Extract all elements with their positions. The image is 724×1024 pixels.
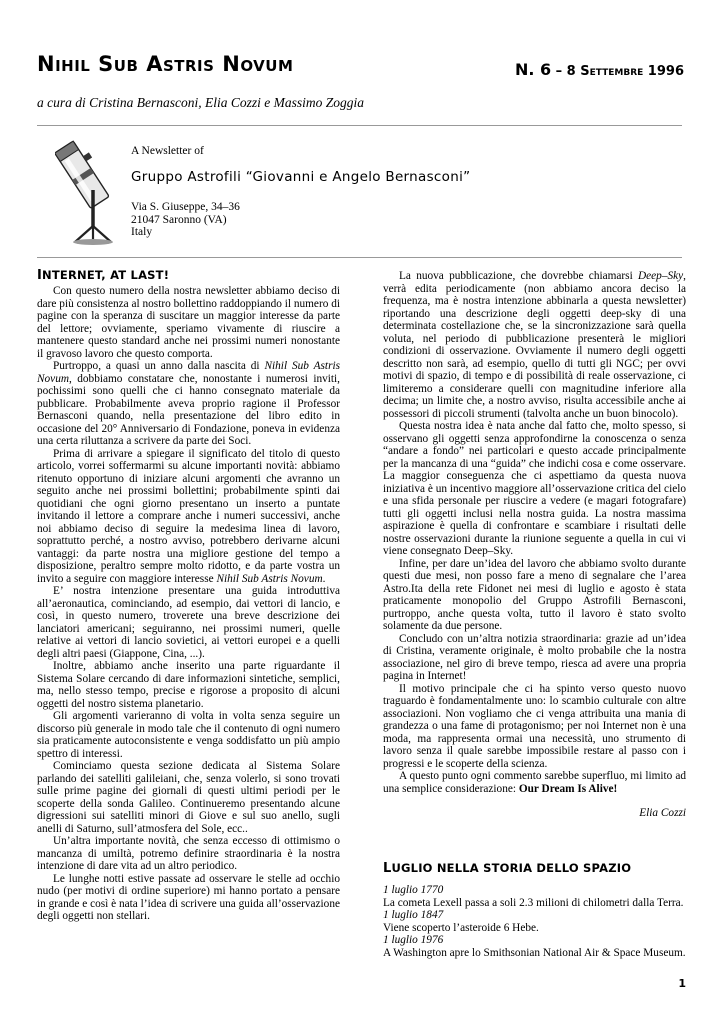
- article-title: INTERNET, AT LAST!: [37, 268, 170, 283]
- page-number: 1: [678, 977, 686, 990]
- article-author: Elia Cozzi: [639, 807, 686, 819]
- event-date: 1 luglio 1770: [383, 884, 444, 896]
- paragraph: E’ nostra intenzione presentare una guida introduttiva all’aeronautica, cominciando, ad esempio, dai vettori di lancio, e così, in questo numero, troverete una breve descrizione dei lanciatori americani; seguiranno, nei prossimi numeri, quelle relative ai vettori di lancio sovietici, ai vettori europei e a quelli degli altri paesi (Giappone, Cina, ...).: [37, 585, 340, 660]
- paragraph: Il motivo principale che ci ha spinto verso questo nuovo traguardo è fondamentalmente uno: lo scambio culturale con altre associazioni. Non vogliamo che ci venga attribuita una mania di grandezza o una fame di protagonismo; per noi Internet non è una moda, ma rappresenta ormai una necessità, uno strumento di lavoro senza il quale sarebbe impossibile restare al passo con i progressi e le scoperte della scienza.: [383, 682, 686, 770]
- header-divider: [37, 125, 682, 126]
- paragraph: Inoltre, abbiamo anche inserito una parte riguardante il Sistema Solare cercando di dare informazioni sintetiche, semplici, ma, nello stesso tempo, precise e rigorose a proposito di alcuni oggetti del nostro sistema planetario.: [37, 660, 340, 710]
- section-title-july: LUGLIO NELLA STORIA DELLO SPAZIO: [383, 861, 632, 876]
- event-date: 1 luglio 1976: [383, 934, 444, 947]
- newsletter-of-label: A Newsletter of: [131, 145, 204, 157]
- address-line: 21047 Saronno (VA): [131, 213, 227, 226]
- paragraph: Questa nostra idea è nata anche dal fatto che, molto spesso, si osservano gli oggetti senza approfondirne la conoscenza o senza “andare a fondo” nei particolari e questo accade principalmente per la mancanza di una “guida” che indichi cosa e come osservare. La maggior conseguenza che ci aspettiamo da questa nuova iniziativa è un incentivo maggiore all’osservazione critica del cielo e una sfida personale per riuscire a vedere (e magari fotografare) tutti gli oggetti inclusi nella nostra guida. La nostra massima aspirazione è quella di confrontare e scambiare i risultati delle nostre osservazioni durante la riunione seguente a quella in cui vi viene consegnato Deep–Sky.: [383, 420, 687, 557]
- event-text: A Washington apre lo Smithsonian National Air & Space Museum.: [383, 946, 686, 959]
- paragraph: La nuova pubblicazione, che dovrebbe chiamarsi Deep–Sky, verrà edita periodicamente (non abbiamo ancora deciso la frequenza, ma è nostra intenzione abbinarla a questa newsletter) riportando una descrizione degli oggetti deep-sky di una determinata costellazione che, se la sincronizzazione sarà quella voluta, nel periodo di pubblicazione presenterà le migliori condizioni di osservazione. Ovviamente il numero degli oggetti descritto non sarà, ad esempio, quello di tutti gli NGC; per ovvi motivi di spazio, di tempo e di possibilità di reale osservazione, ci limiteremo a considerare quelli con magnitudine inferiore alla decima; un limite che, a nostro avviso, risulta accessibile anche ai possessori di piccoli strumenti (talvolta anche un buon binocolo).: [383, 270, 686, 420]
- newsletter-title: Nihil Sub Astris Novum: [37, 52, 294, 76]
- paragraph: Prima di arrivare a spiegare il significato del titolo di questo articolo, vorrei soffermarmi su alcune importanti novità: abbiamo ritenuto opportuno di iniziare alcuni argomenti che avranno un seguito anche nei prossimi bollettini; probabilmente spinti dai quotidiani che ogni giorno presentano un inserto a puntate invitando il lettore a comprare anche i numeri successivi, anche noi abbiamo deciso di seguire la medesima linea di lavoro, soprattutto perché, a nostro avviso, potrebbero derivarne alcuni vantaggi: da parte nostra una migliore gestione del tempo a disposizione, peraltro sempre molto ridotto, e da parte vostra un invito a seguire con maggiore interesse Nihil Sub Astris Novum.: [37, 447, 340, 585]
- masthead-divider: [37, 257, 682, 258]
- paragraph: Un’altra importante novità, che senza eccesso di ottimismo o mancanza di umiltà, potremo definire straordinaria è la nostra intenzione di dare vita ad un altro periodico.: [37, 835, 340, 872]
- paragraph: Gli argomenti varieranno di volta in volta senza seguire un discorso più generale in modo tale che il contenuto di ogni numero sia praticamente autoconsistente e venga soddisfatto un più ampio spettro di interessi.: [37, 710, 340, 760]
- paragraph: Infine, per dare un’idea del lavoro che abbiamo svolto durante questi due mesi, non posso fare a meno di segnalare che l’area Astro.Ita della rete Fidonet nei mesi di luglio e agosto è stata praticamente monopolio del Gruppo Astrofili Bernasconi, purtroppo, anche questa volta, tutto il lavoro è stato svolto solamente da due persone.: [383, 557, 686, 632]
- article-column-left: [37, 285, 340, 923]
- group-address: [131, 201, 240, 239]
- paragraph: Purtroppo, a quasi un anno dalla nascita di Nihil Sub Astris Novum, dobbiamo constatare che, nonostante i numerosi inviti, pochissimi sono quelli che ci hanno consegnato materiale da pubblicare. Probabilmente aveva proprio ragione il Professor Bernasconi quando, nella presentazione del libro edito in occasione del 20° Anniversario di Fondazione, poneva in evidenza una certa riluttanza a scrivere da parte dei Soci.: [37, 360, 341, 447]
- event-text: Viene scoperto l’asteroide 6 Hebe.: [383, 921, 539, 934]
- group-name: Gruppo Astrofili “Giovanni e Angelo Bernasconi”: [131, 169, 471, 185]
- issue-info: [515, 60, 684, 79]
- address-line: Via S. Giuseppe, 34–36: [131, 201, 240, 213]
- space-history-list: [383, 884, 688, 960]
- address-line: Italy: [131, 226, 153, 238]
- article-column-right: [383, 270, 686, 820]
- issue-number: N. 6: [514, 60, 552, 79]
- paragraph: Concludo con un’altra notizia straordinaria: grazie ad un’idea di Cristina, veramente originale, è molto probabile che la nostra associazione, nel giro di breve tempo, riesca ad avere una propria pagina in Internet!: [383, 632, 686, 682]
- event-date: 1 luglio 1847: [383, 909, 444, 922]
- telescope-logo: [55, 134, 120, 246]
- paragraph: Con questo numero della nostra newsletter abbiamo deciso di dare più consistenza al nostro bollettino raddoppiando il numero di pagine con la speranza di suscitare un maggior interesse da parte del lettore; ovviamente, speriamo vivamente di riuscire a mantenere questo standard anche nei prossimi numeri nonostante il gravoso lavoro che questo comporta.: [37, 285, 340, 360]
- issue-date: 8 Settembre 1996: [566, 64, 684, 79]
- issue-separator: –: [551, 64, 567, 79]
- editors-line: a cura di Cristina Bernasconi, Elia Cozzi e Massimo Zoggia: [37, 95, 365, 110]
- paragraph: Cominciamo questa sezione dedicata al Sistema Solare parlando dei satelliti galileiani, che, senza volerlo, si sono trovati sulle prime pagine dei giornali di questi ultimi periodi per le scoperte della sonda Galileo. Continueremo presentando alcune digressioni sui satelliti minori di Giove e sul suo anello, sugli anelli di Saturno, sull’atmosfera del Sole, ecc..: [37, 760, 340, 835]
- paragraph: Le lunghe notti estive passate ad osservare le stelle ad occhio nudo (per motivi di ordine superiore) mi hanno portato a pensare in grande e così è nata l’idea di scrivere una guida all’osservazione degli oggetti non stellari.: [37, 872, 340, 922]
- event-text: La cometa Lexell passa a soli 2.3 milioni di chilometri dalla Terra.: [383, 896, 684, 909]
- paragraph: A questo punto ogni commento sarebbe superfluo, mi limito ad una semplice considerazione: Our Dream Is Alive!: [383, 770, 686, 795]
